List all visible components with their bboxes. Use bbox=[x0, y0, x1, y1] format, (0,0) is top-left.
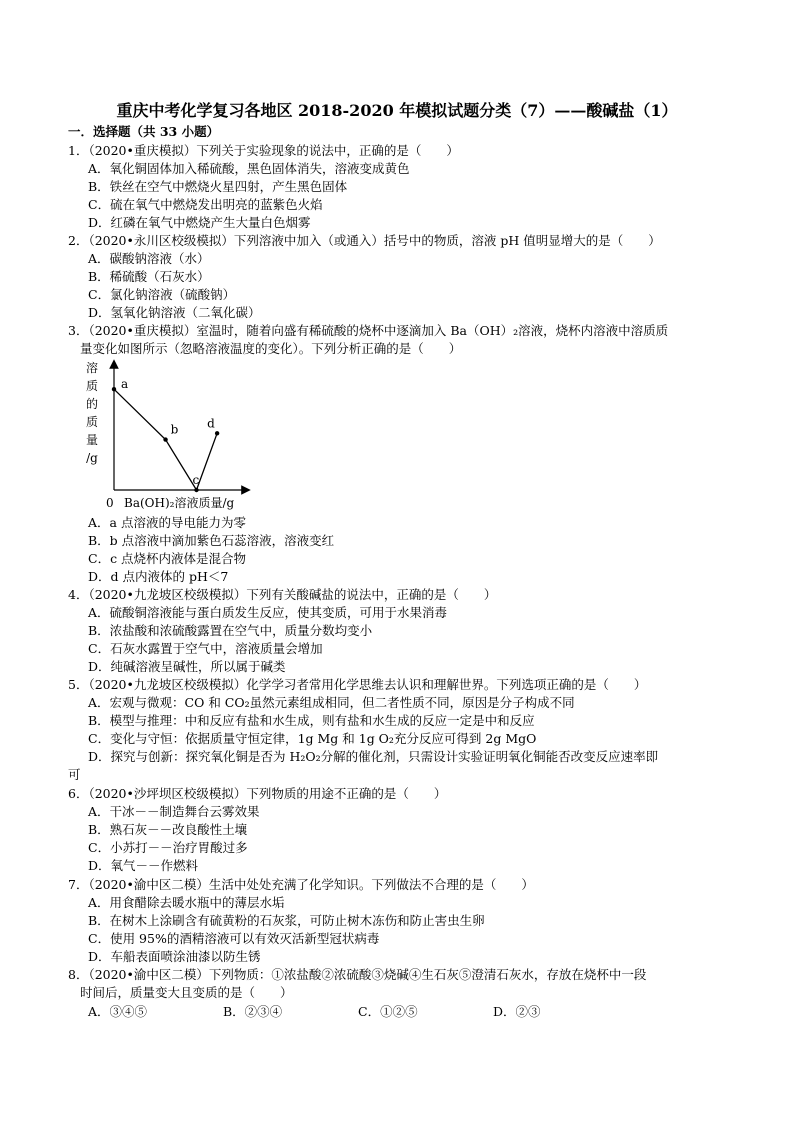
question-5-option-d-continued: 可 bbox=[68, 767, 81, 782]
y-label-char-5: 量 bbox=[85, 433, 99, 447]
question-8-option-b: B．②③④ bbox=[223, 1004, 283, 1019]
question-3-stem-continued: 量变化如图所示（忽略溶液温度的变化）。下列分析正确的是（ ） bbox=[80, 341, 462, 356]
question-7-stem: 7．（2020•渝中区二模）生活中处处充满了化学知识。下列做法不合理的是（ ） bbox=[68, 877, 534, 892]
data-point-d bbox=[215, 431, 219, 435]
question-4-option-d: D．纯碱溶液呈碱性，所以属于碱类 bbox=[88, 659, 286, 674]
question-4-option-c: C．石灰水露置于空气中，溶液质量会增加 bbox=[88, 641, 323, 656]
question-7-option-d: D．车船表面喷涂油漆以防生锈 bbox=[88, 949, 261, 964]
y-label-char-1: 溶 bbox=[85, 361, 99, 375]
question-8-stem: 8．（2020•渝中区二模）下列物质：①浓盐酸②浓硫酸③烧碱④生石灰⑤澄清石灰水，存放在烧杯中一段 bbox=[68, 967, 647, 982]
question-8-option-d: D．②③ bbox=[493, 1004, 541, 1019]
question-7-option-c: C．使用 95%的酒精溶液可以有效灭活新型冠状病毒 bbox=[88, 931, 380, 946]
x-axis-label: Ba(OH)₂溶液质量/g bbox=[124, 496, 235, 510]
point-label-a: a bbox=[121, 377, 129, 392]
question-5-option-a: A．宏观与微观：CO 和 CO₂虽然元素组成相同，但二者性质不同，原因是分子构成不同 bbox=[88, 695, 575, 710]
question-5-stem: 5．（2020•九龙坡区校级模拟）化学学习者常用化学思维去认识和理解世界。下列选项正确的是（ ） bbox=[68, 677, 647, 692]
question-7-option-b: B．在树木上涂刷含有硫黄粉的石灰浆，可防止树木冻伤和防止害虫生卵 bbox=[88, 913, 485, 928]
y-axis-label bbox=[86, 360, 98, 465]
question-2-option-a: A．碳酸钠溶液（水） bbox=[88, 251, 210, 266]
question-2-stem: 2．（2020•永川区校级模拟）下列溶液中加入（或通入）括号中的物质，溶液 pH 值明显增大的是（ ） bbox=[68, 233, 661, 248]
question-5-option-b: B．模型与推理：中和反应有盐和水生成，则有盐和水生成的反应一定是中和反应 bbox=[88, 713, 535, 728]
data-point-a bbox=[112, 387, 116, 391]
question-2-option-b: B．稀硫酸（石灰水） bbox=[88, 269, 210, 284]
solute-mass-chart bbox=[80, 358, 280, 514]
question-3-option-c: C．c 点烧杯内液体是混合物 bbox=[88, 551, 247, 566]
question-6-option-d: D．氧气－－作燃料 bbox=[88, 858, 199, 873]
question-1-option-b: B．铁丝在空气中燃烧火星四射，产生黑色固体 bbox=[88, 179, 348, 194]
question-6-option-b: B．熟石灰－－改良酸性土壤 bbox=[88, 822, 248, 837]
y-label-char-3: 的 bbox=[85, 397, 99, 411]
question-1-option-a: A．氧化铜固体加入稀硫酸，黑色固体消失，溶液变成黄色 bbox=[88, 161, 410, 176]
y-label-char-2: 质 bbox=[85, 379, 99, 393]
question-8-options bbox=[88, 1003, 628, 1021]
data-points bbox=[112, 377, 220, 492]
y-label-char-6: /g bbox=[86, 451, 98, 465]
question-8-option-a: A．③④⑤ bbox=[88, 1004, 148, 1019]
question-6-option-c: C．小苏打－－治疗胃酸过多 bbox=[88, 840, 248, 855]
question-2-option-c: C．氯化钠溶液（硫酸钠） bbox=[88, 287, 236, 302]
origin-label: 0 bbox=[106, 496, 114, 510]
point-label-c: c bbox=[192, 473, 200, 487]
point-label-d: d bbox=[207, 416, 215, 431]
question-8-option-c: C．①②⑤ bbox=[358, 1004, 418, 1019]
question-4-stem: 4．（2020•九龙坡区校级模拟）下列有关酸碱盐的说法中，正确的是（ ） bbox=[68, 587, 497, 602]
question-3-option-b: B．b 点溶液中滴加紫色石蕊溶液，溶液变红 bbox=[88, 533, 335, 548]
question-6-option-a: A．干冰－－制造舞台云雾效果 bbox=[88, 804, 260, 819]
point-label-b: b bbox=[170, 422, 179, 437]
question-4-option-a: A．硫酸铜溶液能与蛋白质发生反应，使其变质，可用于水果消毒 bbox=[88, 605, 448, 620]
question-3-option-a: A．a 点溶液的导电能力为零 bbox=[88, 515, 246, 530]
question-6-stem: 6．（2020•沙坪坝区校级模拟）下列物质的用途不正确的是（ ） bbox=[68, 786, 447, 801]
question-5-option-c: C．变化与守恒：依据质量守恒定律，1g Mg 和 1g O₂充分反应可得到 2g MgO bbox=[88, 731, 537, 746]
question-7-option-a: A．用食醋除去暖水瓶中的薄层水垢 bbox=[88, 895, 285, 910]
question-1-option-d: D．红磷在氧气中燃烧产生大量白色烟雾 bbox=[88, 215, 311, 230]
question-1-option-c: C．硫在氧气中燃烧发出明亮的蓝紫色火焰 bbox=[88, 197, 323, 212]
data-point-c bbox=[194, 488, 198, 492]
question-2-option-d: D．氢氧化钠溶液（二氧化碳） bbox=[88, 305, 261, 320]
question-4-option-b: B．浓盐酸和浓硫酸露置在空气中，质量分数均变小 bbox=[88, 623, 373, 638]
section-heading: 一．选择题（共 33 小题） bbox=[68, 124, 220, 139]
question-1-stem: 1．（2020•重庆模拟）下列关于实验现象的说法中，正确的是（ ） bbox=[68, 143, 459, 158]
question-8-stem-continued: 时间后，质量变大且变质的是（ ） bbox=[80, 985, 293, 1000]
question-3-stem: 3．（2020•重庆模拟）室温时，随着向盛有稀硫酸的烧杯中逐滴加入 Ba（OH）₂溶液，烧杯内溶液中溶质质 bbox=[68, 323, 669, 338]
question-5-option-d: D．探究与创新：探究氧化铜是否为 H₂O₂分解的催化剂，只需设计实验证明氧化铜能否改变反应速率即 bbox=[88, 749, 659, 764]
page-title: 重庆中考化学复习各地区 2018-2020 年模拟试题分类（7）——酸碱盐（1） bbox=[116, 101, 678, 120]
y-label-char-4: 质 bbox=[85, 415, 99, 429]
data-point-b bbox=[163, 437, 167, 441]
question-3-option-d: D．d 点内液体的 pH＜7 bbox=[88, 569, 229, 584]
